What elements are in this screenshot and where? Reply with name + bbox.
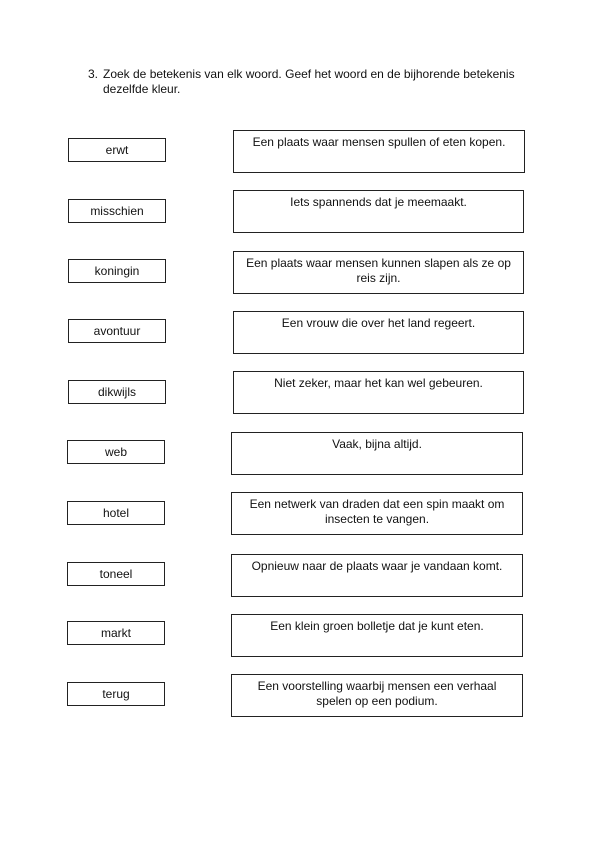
definition-box[interactable]: Niet zeker, maar het kan wel gebeuren. [233, 371, 524, 414]
word-box[interactable]: misschien [68, 199, 166, 223]
word-box[interactable]: dikwijls [68, 380, 166, 404]
word-box[interactable]: markt [67, 621, 165, 645]
word-box[interactable]: web [67, 440, 165, 464]
definition-box[interactable]: Opnieuw naar de plaats waar je vandaan komt. [231, 554, 523, 597]
word-box[interactable]: koningin [68, 259, 166, 283]
definition-box[interactable]: Vaak, bijna altijd. [231, 432, 523, 475]
definition-box[interactable]: Een voorstelling waarbij mensen een verhaal spelen op een podium. [231, 674, 523, 717]
question-number: 3. [88, 67, 99, 81]
word-box[interactable]: terug [67, 682, 165, 706]
word-box[interactable]: erwt [68, 138, 166, 162]
definition-box[interactable]: Een klein groen bolletje dat je kunt eten. [231, 614, 523, 657]
definition-box[interactable]: Een vrouw die over het land regeert. [233, 311, 524, 354]
word-box[interactable]: toneel [67, 562, 165, 586]
definition-box[interactable]: Een netwerk van draden dat een spin maakt om insecten te vangen. [231, 492, 523, 535]
word-box[interactable]: avontuur [68, 319, 166, 343]
definition-box[interactable]: Iets spannends dat je meemaakt. [233, 190, 524, 233]
instruction-text: Zoek de betekenis van elk woord. Geef het woord en de bijhorende betekenis dezelfde kleur. [103, 67, 515, 96]
word-box[interactable]: hotel [67, 501, 165, 525]
definition-box[interactable]: Een plaats waar mensen spullen of eten kopen. [233, 130, 525, 173]
definition-box[interactable]: Een plaats waar mensen kunnen slapen als ze op reis zijn. [233, 251, 524, 294]
